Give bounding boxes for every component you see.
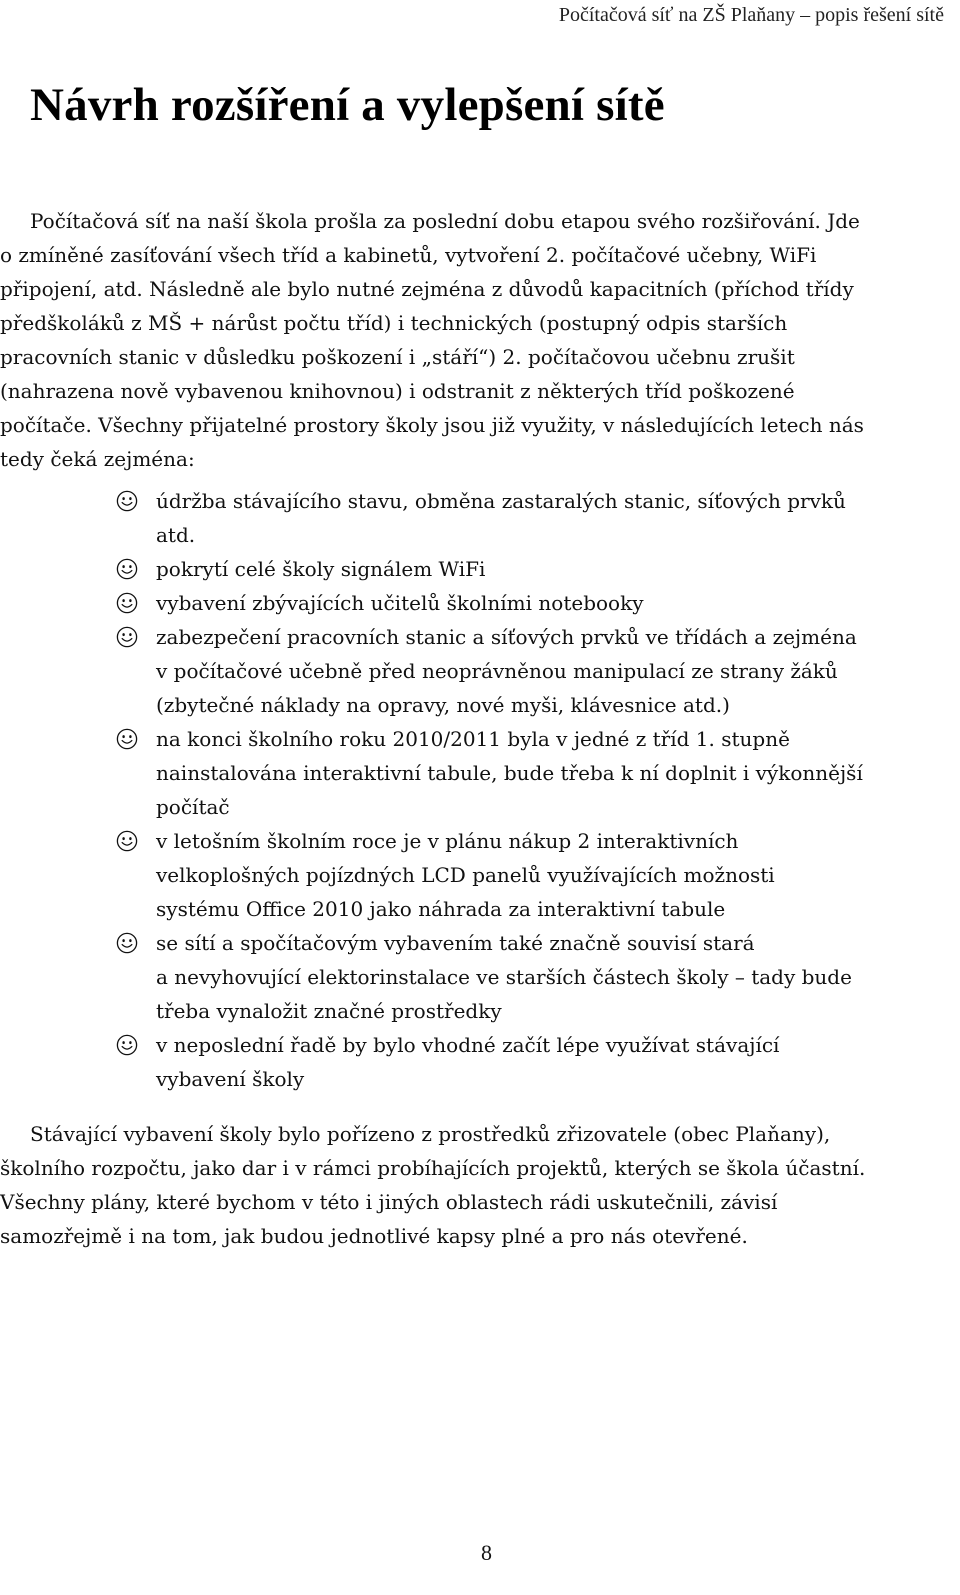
- bullet-line: v letošním školním roce je v plánu nákup 2 interaktivních: [156, 829, 739, 853]
- smiley-face-icon: [116, 830, 138, 852]
- bullet-line: nainstalována interaktivní tabule, bude třeba k ní doplnit i výkonnější: [156, 761, 863, 785]
- bullet-line: počítač: [156, 795, 230, 819]
- bullet-item: [0, 484, 960, 552]
- smiley-face-icon: [116, 490, 138, 512]
- running-header: Počítačová síť na ZŠ Plaňany – popis řešení sítě: [558, 4, 944, 26]
- bullet-item: [0, 926, 960, 1028]
- bullet-line: systému Office 2010 jako náhrada za interaktivní tabule: [156, 897, 726, 921]
- intro-line: předškoláků z MŠ + nárůst počtu tříd) i technických (postupný odpis starších: [0, 311, 788, 335]
- smiley-face-icon: [116, 1034, 138, 1056]
- bullet-line: atd.: [156, 523, 196, 547]
- bullet-line: v počítačové učebně před neoprávněnou manipulací ze strany žáků: [156, 659, 838, 683]
- bullet-line: a nevyhovující elektorinstalace ve starších částech školy – tady bude: [156, 965, 852, 989]
- bullet-line: pokrytí celé školy signálem WiFi: [156, 557, 486, 581]
- bullet-line: v neposlední řadě by bylo vhodné začít lépe využívat stávající: [156, 1033, 780, 1057]
- bullet-item: [0, 620, 960, 722]
- bullet-item: [0, 552, 960, 586]
- bullet-item: [0, 1028, 960, 1096]
- intro-line: připojení, atd. Následně ale bylo nutné zejména z důvodů kapacitních (příchod třídy: [0, 277, 854, 301]
- bullet-line: na konci školního roku 2010/2011 byla v jedné z tříd 1. stupně: [156, 727, 790, 751]
- closing-line: školního rozpočtu, jako dar i v rámci probíhajících projektů, kterých se škola účastní.: [0, 1156, 866, 1180]
- intro-line: Počítačová síť na naší škola prošla za poslední dobu etapou svého rozšiřování. Jde: [30, 209, 860, 233]
- page-number: 8: [481, 1540, 492, 1565]
- bullet-item: [0, 824, 960, 926]
- bullet-list: [0, 484, 960, 1096]
- page-title: Návrh rozšíření a vylepšení sítě: [30, 79, 665, 131]
- intro-line: pracovních stanic v důsledku poškození i „stáří“) 2. počítačovou učebnu zrušit: [0, 345, 795, 369]
- closing-line: Všechny plány, které bychom v této i jiných oblastech rádi uskutečnili, závisí: [0, 1190, 778, 1214]
- intro-line: počítače. Všechny přijatelné prostory školy jsou již využity, v následujících letech nás: [0, 413, 864, 437]
- closing-line: samozřejmě i na tom, jak budou jednotlivé kapsy plné a pro nás otevřené.: [0, 1224, 748, 1248]
- bullet-line: velkoplošných pojízdných LCD panelů využívajících možnosti: [156, 863, 775, 887]
- bullet-line: třeba vynaložit značné prostředky: [156, 999, 502, 1023]
- bullet-line: vybavení zbývajících učitelů školními notebooky: [156, 591, 644, 615]
- intro-line: o zmíněné zasíťování všech tříd a kabinetů, vytvoření 2. počítačové učebny, WiFi: [0, 243, 817, 267]
- smiley-face-icon: [116, 932, 138, 954]
- intro-line: (nahrazena nově vybavenou knihovnou) i odstranit z některých tříd poškozené: [0, 379, 795, 403]
- bullet-item: [0, 586, 960, 620]
- bullet-line: (zbytečné náklady na opravy, nové myši, klávesnice atd.): [156, 693, 730, 717]
- smiley-face-icon: [116, 592, 138, 614]
- bullet-line: údržba stávajícího stavu, obměna zastaralých stanic, síťových prvků: [156, 489, 846, 513]
- bullet-item: [0, 722, 960, 824]
- bullet-line: vybavení školy: [156, 1067, 305, 1091]
- closing-line: Stávající vybavení školy bylo pořízeno z prostředků zřizovatele (obec Plaňany),: [30, 1122, 831, 1146]
- bullet-line: se sítí a spočítačovým vybavením také značně souvisí stará: [156, 931, 755, 955]
- intro-line: tedy čeká zejména:: [0, 447, 195, 471]
- closing-paragraph: [0, 1117, 960, 1253]
- smiley-face-icon: [116, 626, 138, 648]
- bullet-line: zabezpečení pracovních stanic a síťových prvků ve třídách a zejména: [156, 625, 857, 649]
- smiley-face-icon: [116, 558, 138, 580]
- intro-paragraph: [0, 204, 960, 476]
- smiley-face-icon: [116, 728, 138, 750]
